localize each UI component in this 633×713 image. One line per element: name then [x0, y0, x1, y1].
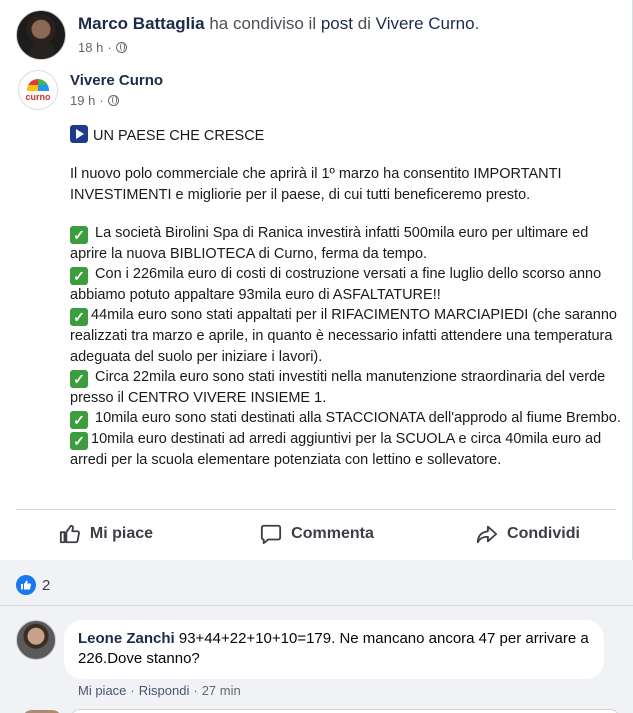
sharer-avatar[interactable]	[16, 10, 66, 60]
globe-icon	[108, 95, 119, 106]
post-item	[70, 408, 625, 429]
like-button[interactable]	[0, 512, 211, 556]
globe-icon	[116, 42, 127, 53]
item-text: 44mila euro sono stati appaltati per il RIFACIMENTO MARCIAPIEDI (che saranno realizzati tra marzo e aprile, in quanto è necessario infatti attendere una temperatura adeguata del suolo per iniziare i lavori).	[70, 307, 617, 365]
comment-like-link[interactable]: Mi piace	[78, 683, 127, 698]
share-icon	[475, 523, 499, 545]
post-item	[70, 429, 625, 470]
item-text: Con i 226mila euro di costi di costruzione versati a fine luglio dello scorso anno abbiamo potuto appaltare 93mila euro di ASFALTATURE!!	[70, 266, 602, 304]
item-text: 10mila euro sono stati destinati alla STACCIONATA dell'approdo al fiume Brembo.	[91, 410, 621, 427]
sharer-name[interactable]: Marco Battaglia	[78, 14, 205, 33]
post-headline	[70, 125, 625, 146]
sharer-timestamp[interactable]: 18 h	[78, 40, 104, 55]
comment-author[interactable]: Leone Zanchi	[78, 630, 175, 647]
item-text: Circa 22mila euro sono stati investiti nella manutenzione straordinaria del verde presso il CENTRO VIVERE INSIEME 1.	[70, 369, 606, 407]
share-period: .	[474, 14, 480, 33]
sharer-text	[78, 14, 479, 60]
like-label: Mi piace	[89, 525, 154, 542]
check-mark-icon: ✓	[70, 370, 88, 388]
share-line	[78, 14, 479, 34]
comments-divider	[0, 605, 633, 606]
like-reaction-icon	[16, 575, 36, 595]
thumbs-up-icon	[58, 523, 82, 545]
reactions-summary[interactable]	[16, 575, 50, 595]
check-mark-icon: ✓	[70, 411, 88, 429]
item-text: La società Birolini Spa di Ranica investirà infatti 500mila euro per ultimare ed aprire la nuova BIBLIOTECA di Curno, ferma da tempo.	[70, 224, 589, 262]
play-button-icon	[70, 125, 88, 143]
comment-item	[16, 620, 604, 679]
comment-text: 93+44+22+10+10=179. Ne mancano ancora 47 per arrivare a 226.Dove stanno?	[78, 630, 589, 667]
post-item	[70, 264, 625, 305]
action-divider	[16, 509, 616, 510]
share-of-text: di	[352, 14, 376, 33]
page-text	[70, 72, 163, 110]
shared-page-link[interactable]: Vivere Curno	[375, 14, 475, 33]
share-button[interactable]	[422, 512, 633, 556]
check-mark-icon: ✓	[70, 432, 88, 450]
logo-text: curno	[25, 91, 51, 102]
post-actions	[0, 512, 633, 556]
share-action-text: ha condiviso il	[204, 14, 321, 33]
next-comment-box[interactable]	[70, 709, 620, 713]
post-body	[70, 125, 625, 471]
post-intro: Il nuovo polo commerciale che aprirà il 1º marzo ha consentito IMPORTANTI INVESTIMENTI e migliorie per il paese, di cui tutti beneficeremo presto.	[70, 166, 562, 203]
comment-separator: ·	[193, 683, 198, 698]
share-label: Condividi	[507, 525, 580, 542]
check-mark-icon: ✓	[70, 267, 88, 285]
reaction-count: 2	[42, 576, 51, 594]
sharer-header	[16, 10, 479, 60]
comment-actions	[78, 683, 241, 698]
logo-mark-icon	[27, 79, 49, 91]
page-timestamp[interactable]: 19 h	[70, 93, 96, 108]
comment-separator: ·	[130, 683, 135, 698]
commenter-avatar[interactable]	[16, 620, 56, 660]
next-comment-sliver	[0, 706, 633, 713]
page-logo[interactable]	[18, 70, 58, 110]
post-link[interactable]: post	[320, 14, 353, 33]
comment-icon	[259, 523, 283, 545]
post-item	[70, 305, 625, 367]
page-meta	[70, 93, 163, 108]
comment-timestamp[interactable]: 27 min	[201, 683, 241, 698]
post-item	[70, 223, 625, 264]
sharer-meta	[78, 40, 479, 55]
post-item	[70, 367, 625, 408]
page-name[interactable]: Vivere Curno	[70, 72, 164, 89]
check-mark-icon: ✓	[70, 226, 88, 244]
comment-button[interactable]	[211, 512, 422, 556]
comment-reply-link[interactable]: Rispondi	[138, 683, 190, 698]
item-text: 10mila euro destinati ad arredi aggiuntivi per la SCUOLA e circa 40mila euro ad arredi per la scuola elementare potenziata con lettino e sollevatore.	[70, 431, 602, 469]
comment-bubble	[64, 620, 604, 679]
comment-label: Commenta	[291, 525, 374, 542]
meta-separator: ·	[99, 93, 104, 108]
check-mark-icon: ✓	[70, 308, 88, 326]
headline-text: UN PAESE CHE CRESCE	[93, 128, 265, 144]
page-header	[18, 70, 163, 110]
meta-separator: ·	[107, 40, 112, 55]
